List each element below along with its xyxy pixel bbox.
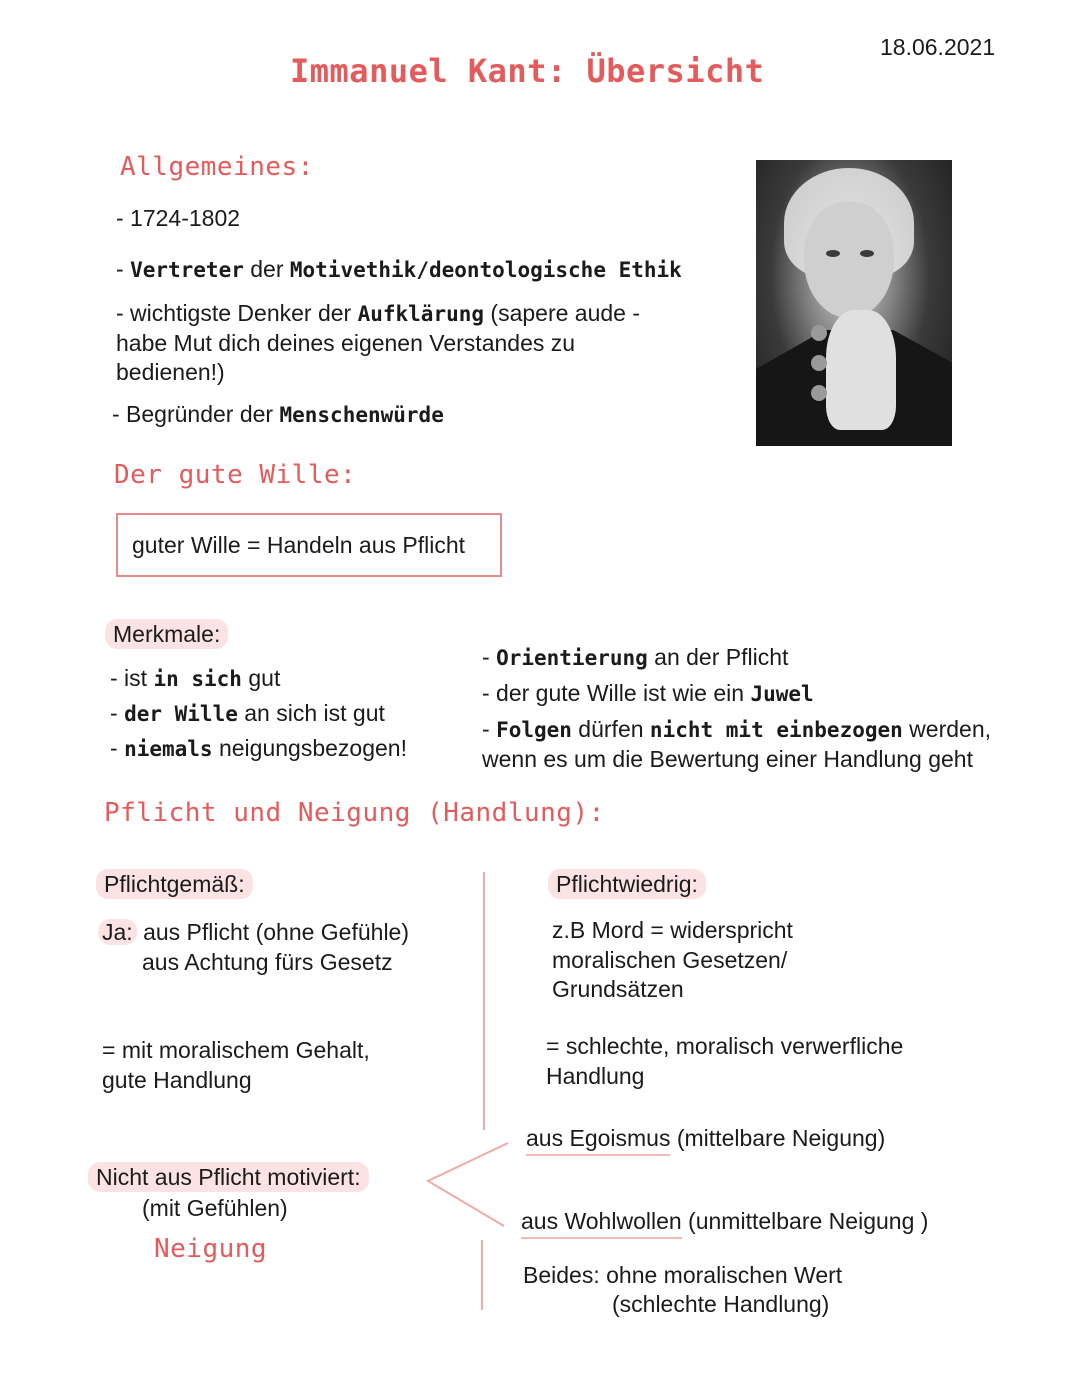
merkmal-right-line: - Orientierung an der Pflicht [482, 644, 789, 670]
widrig-result-2: Handlung [546, 1063, 645, 1089]
merkmal-right-line: - der gute Wille ist wie ein Juwel [482, 680, 814, 706]
pflichtwidrig-label: Pflichtwiedrig: [556, 870, 706, 899]
begruender-line: - Begründer der Menschenwürde [112, 401, 444, 427]
date-label: 18.06.2021 [880, 34, 996, 60]
ja-line: Ja: aus Pflicht (ohne Gefühle) [102, 918, 409, 947]
widrig-example-3: Grundsätzen [552, 976, 684, 1002]
page-title: Immanuel Kant: Übersicht [290, 52, 765, 90]
gemaess-result-2: gute Handlung [102, 1067, 252, 1093]
widrig-example: z.B Mord = widerspricht [552, 917, 793, 943]
wohlwollen-line: aus Wohlwollen (unmittelbare Neigung ) [521, 1207, 928, 1236]
vertreter-line: - Vertreter der Motivethik/deontologische Ethik [116, 256, 682, 282]
years-line: - 1724-1802 [116, 205, 241, 231]
beides-line-2: (schlechte Handlung) [612, 1291, 830, 1317]
nicht-aus-pflicht-label: Nicht aus Pflicht motiviert: [96, 1163, 369, 1192]
merkmal-item: - ist in sich gut [110, 665, 281, 691]
guter-wille-heading: Der gute Wille: [114, 460, 357, 490]
denker-paragraph: - wichtigste Denker der Aufklärung (sapere aude - habe Mut dich deines eigenen Verstandes zu bedienen!) [116, 300, 641, 385]
merkmal-right-line: wenn es um die Bewertung einer Handlung geht [482, 746, 973, 772]
guter-wille-box-text: guter Wille = Handeln aus Pflicht [132, 532, 466, 558]
neigung-label: Neigung [154, 1234, 268, 1264]
widrig-result: = schlechte, moralisch verwerfliche [546, 1033, 904, 1059]
egoismus-line: aus Egoismus (mittelbare Neigung) [526, 1124, 885, 1153]
merkmale-label: Merkmale: [113, 620, 228, 649]
merkmal-right-line: - Folgen dürfen nicht mit einbezogen werden, [482, 716, 992, 742]
merkmal-item: - niemals neigungsbezogen! [110, 735, 407, 761]
beides-line: Beides: ohne moralischen Wert [523, 1262, 843, 1288]
pflichtgemaess-label: Pflichtgemäß: [104, 870, 253, 899]
pflicht-neigung-heading: Pflicht und Neigung (Handlung): [104, 798, 605, 828]
allgemeines-heading: Allgemeines: [120, 152, 314, 182]
gemaess-result: = mit moralischem Gehalt, [102, 1037, 370, 1063]
mit-gefuehlen: (mit Gefühlen) [142, 1195, 288, 1221]
widrig-example-2: moralischen Gesetzen/ [552, 947, 788, 973]
merkmal-item: - der Wille an sich ist gut [110, 700, 385, 726]
ja-line-2: aus Achtung fürs Gesetz [142, 949, 393, 975]
